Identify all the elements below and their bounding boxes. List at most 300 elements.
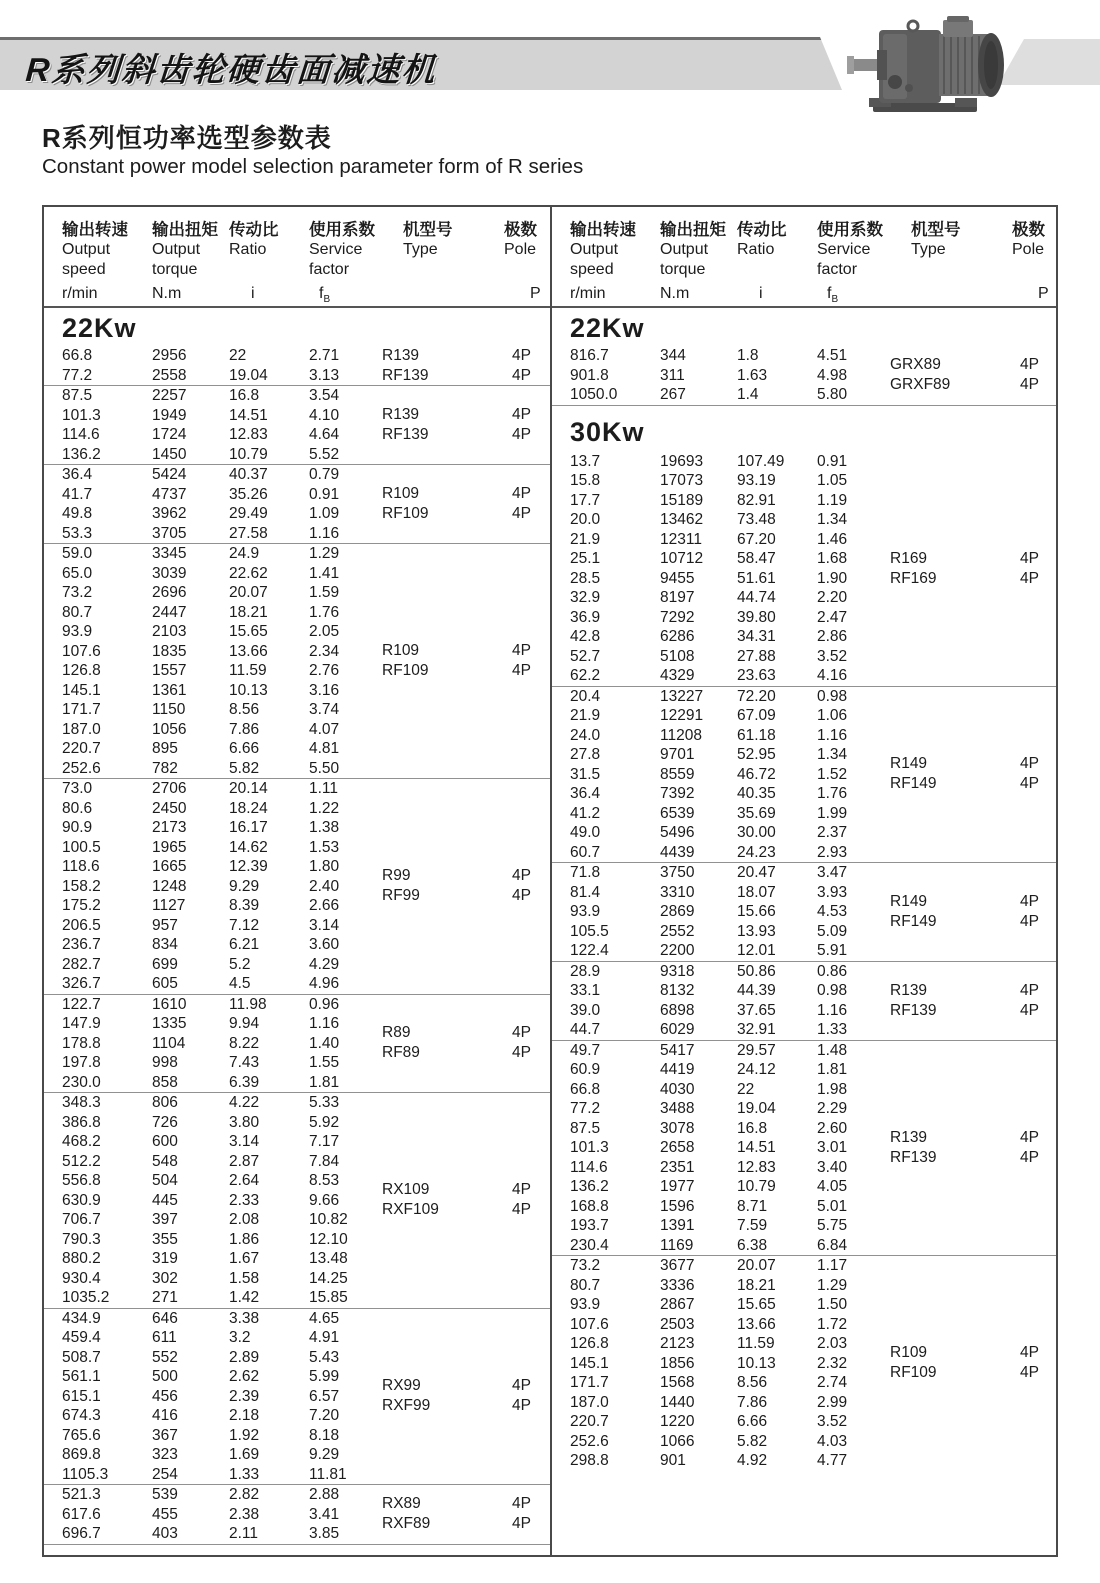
- type-line: R169: [890, 549, 928, 567]
- speed-cell: 49.7: [570, 1041, 601, 1059]
- table-row: [44, 1288, 550, 1308]
- torque-cell: 12291: [660, 707, 704, 724]
- torque-cell: 9701: [660, 746, 695, 763]
- speed-cell: 39.0: [570, 1001, 601, 1019]
- ratio-cell: 18.21: [737, 1276, 776, 1294]
- header-row: [44, 260, 550, 280]
- table-row: [44, 877, 550, 897]
- speed-cell: 220.7: [570, 1413, 609, 1430]
- ratio-cell: 4.22: [229, 1094, 260, 1111]
- column-header-type: [897, 260, 1012, 280]
- torque-cell: 302: [152, 1269, 178, 1287]
- pole-line: 4P: [512, 1377, 531, 1395]
- pole-label: [1020, 1343, 1039, 1383]
- torque-cell: 2123: [660, 1335, 695, 1352]
- ratio-cell: 12.83: [737, 1158, 776, 1176]
- table-row: [552, 902, 1056, 922]
- ratio-cell: 52.95: [737, 746, 776, 763]
- pole-line: 4P: [512, 1181, 531, 1199]
- speed-cell: 187.0: [570, 1393, 609, 1411]
- ratio-cell: 1.69: [229, 1446, 260, 1463]
- factor-cell: 2.76: [309, 662, 340, 679]
- factor-cell: 1.06: [817, 707, 848, 724]
- speed-cell: 101.3: [62, 406, 101, 424]
- speed-cell: 158.2: [62, 877, 101, 895]
- column-header-speed: speed: [570, 261, 614, 278]
- ratio-cell: 16.17: [229, 819, 268, 836]
- speed-cell: 187.0: [62, 720, 101, 738]
- table-row: [552, 1256, 1056, 1276]
- ratio-cell: 2.18: [229, 1407, 260, 1424]
- ratio-cell: 2.82: [229, 1486, 260, 1503]
- speed-cell: 468.2: [62, 1133, 101, 1150]
- pole-line: 4P: [1020, 755, 1039, 773]
- factor-cell: 1.29: [309, 545, 340, 562]
- type-line: R139: [890, 1128, 928, 1146]
- speed-cell: 521.3: [62, 1486, 101, 1503]
- ratio-cell: 10.79: [737, 1178, 776, 1195]
- factor-cell: 3.52: [817, 1413, 848, 1430]
- table-row: [44, 799, 550, 819]
- ratio-group: [44, 386, 550, 465]
- type-line: RX109: [382, 1181, 430, 1199]
- factor-cell: 4.10: [309, 406, 340, 424]
- torque-cell: 2200: [660, 942, 695, 959]
- torque-cell: 4737: [152, 485, 187, 503]
- type-label: [382, 1023, 420, 1063]
- type-line: R89: [382, 1024, 411, 1042]
- table-row: [552, 804, 1056, 824]
- pole-line: 4P: [1020, 549, 1039, 567]
- speed-cell: 25.1: [570, 550, 601, 567]
- ratio-cell: 9.94: [229, 1015, 260, 1032]
- speed-cell: 65.0: [62, 564, 93, 582]
- table-row: [552, 1119, 1056, 1139]
- speed-cell: 282.7: [62, 955, 101, 973]
- ratio-cell: 24.23: [737, 843, 776, 861]
- ratio-cell: 6.21: [229, 936, 260, 953]
- speed-cell: 136.2: [62, 445, 101, 463]
- pole-label: [512, 866, 531, 906]
- speed-cell: 869.8: [62, 1446, 101, 1463]
- factor-cell: 1.76: [817, 785, 848, 802]
- table-row: [44, 681, 550, 701]
- torque-cell: 456: [152, 1387, 178, 1405]
- pole-label: [1020, 355, 1039, 395]
- ratio-cell: 40.35: [737, 785, 776, 802]
- torque-cell: 1665: [152, 858, 187, 875]
- torque-cell: 1610: [152, 995, 187, 1013]
- torque-cell: 2503: [660, 1315, 695, 1333]
- torque-cell: 1557: [152, 662, 187, 679]
- ratio-cell: 6.38: [737, 1236, 768, 1254]
- table-row: [552, 510, 1056, 530]
- table-row: [44, 1524, 550, 1544]
- table-row: [44, 1093, 550, 1113]
- ratio-cell: 6.66: [229, 740, 260, 757]
- speed-cell: 93.9: [62, 623, 93, 640]
- column-header-ratio: [737, 260, 817, 280]
- speed-cell: 197.8: [62, 1054, 101, 1071]
- column-header-speed: 输出转速: [570, 221, 636, 239]
- table-row: [552, 569, 1056, 589]
- ratio-cell: 15.66: [737, 903, 776, 920]
- torque-cell: 726: [152, 1113, 178, 1131]
- table-row: [44, 346, 550, 366]
- pole-label: [512, 1376, 531, 1416]
- selection-parameter-table: [42, 205, 1058, 1557]
- header-row: [44, 240, 550, 260]
- ratio-cell: 2.08: [229, 1211, 260, 1228]
- speed-cell: 178.8: [62, 1034, 101, 1052]
- speed-cell: 66.8: [570, 1080, 601, 1098]
- speed-cell: 696.7: [62, 1525, 101, 1542]
- column-header-factor: $f_B$: [319, 285, 331, 306]
- pole-line: 4P: [512, 642, 531, 659]
- table-row: [552, 962, 1056, 982]
- table-row: [44, 1014, 550, 1034]
- speed-cell: 556.8: [62, 1172, 101, 1189]
- column-header-type: [389, 260, 504, 280]
- ratio-cell: 19.04: [737, 1100, 776, 1117]
- torque-cell: 1949: [152, 406, 187, 424]
- torque-cell: 323: [152, 1446, 178, 1463]
- table-row: [552, 1276, 1056, 1296]
- torque-cell: 367: [152, 1426, 178, 1444]
- torque-cell: 2867: [660, 1296, 695, 1313]
- table-row: [552, 549, 1056, 569]
- speed-cell: 15.8: [570, 472, 601, 489]
- speed-cell: 49.8: [62, 505, 93, 522]
- torque-cell: 5496: [660, 824, 695, 841]
- column-header-factor: $f_B$: [827, 285, 839, 306]
- ratio-cell: 15.65: [229, 623, 268, 640]
- column-header-speed: r/min: [570, 285, 606, 302]
- table-row: [552, 627, 1056, 647]
- type-line: GRXF89: [890, 376, 951, 394]
- ratio-cell: 16.8: [737, 1119, 768, 1137]
- torque-cell: 455: [152, 1505, 178, 1523]
- ratio-cell: 1.4: [737, 386, 759, 403]
- torque-cell: 2558: [152, 366, 187, 384]
- table-row: [552, 1041, 1056, 1061]
- type-line: RF109: [890, 1364, 937, 1382]
- table-row: [552, 863, 1056, 883]
- ratio-cell: 10.79: [229, 445, 268, 463]
- speed-cell: 107.6: [570, 1315, 609, 1333]
- speed-cell: 1050.0: [570, 386, 618, 403]
- speed-cell: 193.7: [570, 1217, 609, 1234]
- factor-cell: 1.11: [309, 780, 339, 797]
- ratio-cell: 16.8: [229, 387, 260, 404]
- ratio-cell: 12.01: [737, 942, 776, 959]
- type-line: RXF99: [382, 1397, 431, 1415]
- factor-cell: 0.96: [309, 995, 340, 1013]
- ratio-cell: 8.56: [737, 1374, 768, 1391]
- table-row: [552, 1138, 1056, 1158]
- table-row: [44, 1367, 550, 1387]
- torque-cell: 611: [152, 1329, 177, 1346]
- torque-cell: 397: [152, 1211, 178, 1228]
- torque-cell: 15189: [660, 491, 704, 509]
- table-row: [552, 1099, 1056, 1119]
- table-row: [552, 1451, 1056, 1471]
- table-row: [552, 883, 1056, 903]
- table-row: [44, 1132, 550, 1152]
- table-row: [44, 1113, 550, 1133]
- table-row: [44, 661, 550, 681]
- table-row: [44, 642, 550, 662]
- table-row: [552, 1020, 1056, 1040]
- column-header-type: [897, 284, 1012, 304]
- column-header-speed: Output: [62, 241, 111, 258]
- pole-label: [1020, 549, 1039, 589]
- type-label: [890, 1343, 937, 1383]
- torque-cell: 6029: [660, 1021, 695, 1038]
- type-line: R109: [382, 485, 420, 502]
- speed-cell: 66.8: [62, 347, 93, 364]
- ratio-cell: 13.66: [737, 1315, 776, 1333]
- ratio-cell: 39.80: [737, 608, 776, 626]
- table-row: [552, 823, 1056, 843]
- factor-cell: 5.99: [309, 1368, 340, 1385]
- factor-cell: 1.48: [817, 1041, 848, 1059]
- column-header-torque: torque: [660, 261, 706, 278]
- factor-cell: 3.14: [309, 916, 340, 934]
- pole-line: 4P: [1020, 981, 1039, 999]
- ratio-cell: 1.8: [737, 347, 759, 364]
- speed-cell: 31.5: [570, 765, 601, 783]
- type-label: [890, 981, 937, 1021]
- ratio-cell: 4.92: [737, 1452, 768, 1469]
- ratio-cell: 8.56: [229, 701, 260, 718]
- torque-cell: 2869: [660, 903, 695, 920]
- torque-cell: 4030: [660, 1080, 695, 1098]
- ratio-cell: 20.07: [737, 1257, 776, 1274]
- factor-cell: 6.57: [309, 1387, 340, 1405]
- pole-line: 4P: [512, 662, 531, 679]
- factor-cell: 0.91: [309, 485, 340, 503]
- column-headers: [552, 207, 1056, 308]
- ratio-group: [552, 962, 1056, 1041]
- speed-cell: 220.7: [62, 740, 101, 757]
- type-label: [890, 892, 937, 932]
- torque-cell: 1066: [660, 1432, 695, 1450]
- factor-cell: 2.66: [309, 897, 340, 914]
- factor-cell: 1.53: [309, 838, 340, 856]
- ratio-cell: 35.26: [229, 485, 268, 503]
- factor-cell: 1.81: [309, 1073, 340, 1091]
- factor-cell: 0.98: [817, 687, 848, 705]
- ratio-cell: 37.65: [737, 1001, 776, 1019]
- column-header-ratio: Ratio: [229, 241, 267, 258]
- factor-cell: 7.17: [309, 1133, 340, 1150]
- torque-cell: 271: [152, 1289, 178, 1306]
- ratio-group: [44, 544, 550, 779]
- table-row: [44, 857, 550, 877]
- ratio-cell: 10.13: [737, 1354, 776, 1372]
- ratio-cell: 18.07: [737, 883, 776, 901]
- ratio-cell: 2.64: [229, 1172, 260, 1189]
- torque-cell: 2257: [152, 387, 187, 404]
- table-row: [552, 1158, 1056, 1178]
- pole-label: [1020, 892, 1039, 932]
- type-line: RX99: [382, 1377, 421, 1395]
- factor-cell: 3.60: [309, 936, 340, 953]
- type-line: R99: [382, 867, 411, 885]
- torque-cell: 2552: [660, 922, 695, 940]
- factor-cell: 2.37: [817, 824, 848, 841]
- factor-cell: 1.16: [309, 1015, 340, 1032]
- table-row: [552, 647, 1056, 667]
- torque-cell: 1361: [152, 681, 187, 699]
- ratio-cell: 13.66: [229, 642, 268, 660]
- header-row: [552, 260, 1056, 280]
- speed-cell: 561.1: [62, 1368, 101, 1385]
- table-row: [44, 1426, 550, 1446]
- power-section: [44, 308, 550, 1545]
- ratio-cell: 22.62: [229, 564, 268, 582]
- factor-cell: 2.88: [309, 1486, 340, 1503]
- speed-cell: 100.5: [62, 838, 101, 856]
- power-section-heading: 30Kw: [570, 416, 645, 447]
- factor-cell: 2.40: [309, 877, 340, 895]
- table-row: [44, 1505, 550, 1525]
- speed-cell: 236.7: [62, 936, 101, 953]
- pole-label: [512, 1180, 531, 1220]
- ratio-cell: 15.65: [737, 1296, 776, 1313]
- factor-cell: 1.98: [817, 1080, 848, 1098]
- factor-cell: 1.29: [817, 1276, 848, 1294]
- factor-cell: 5.80: [817, 386, 848, 403]
- factor-cell: 13.48: [309, 1250, 348, 1267]
- torque-cell: 10712: [660, 550, 704, 567]
- column-header-pole: [1012, 260, 1082, 280]
- ratio-cell: 2.89: [229, 1348, 260, 1366]
- type-line: R149: [890, 755, 928, 773]
- type-line: R149: [890, 892, 928, 910]
- factor-cell: 11.81: [309, 1465, 347, 1483]
- column-header-type: 机型号: [403, 221, 453, 239]
- speed-cell: 41.2: [570, 804, 601, 822]
- table-row: [44, 1230, 550, 1250]
- torque-cell: 782: [152, 759, 178, 777]
- column-header-torque: 输出扭矩: [152, 221, 218, 239]
- ratio-cell: 2.62: [229, 1368, 260, 1385]
- torque-cell: 5417: [660, 1041, 695, 1059]
- pole-line: 4P: [1020, 1001, 1039, 1019]
- ratio-cell: 7.43: [229, 1054, 260, 1071]
- speed-cell: 512.2: [62, 1152, 101, 1170]
- speed-cell: 44.7: [570, 1021, 601, 1038]
- ratio-cell: 5.82: [229, 759, 260, 777]
- type-line: RXF89: [382, 1515, 431, 1533]
- factor-cell: 4.81: [309, 740, 340, 757]
- factor-cell: 1.40: [309, 1034, 340, 1052]
- ratio-cell: 24.9: [229, 545, 260, 562]
- table-row: [44, 779, 550, 799]
- ratio-cell: 8.22: [229, 1034, 260, 1052]
- column-header-factor: 使用系数: [817, 221, 883, 239]
- type-line: RF89: [382, 1044, 420, 1062]
- header-row: [552, 240, 1056, 260]
- ratio-cell: 3.14: [229, 1133, 260, 1150]
- column-header-torque: 输出扭矩: [660, 221, 726, 239]
- table-row: [552, 385, 1056, 405]
- ratio-group: [552, 687, 1056, 864]
- pole-line: 4P: [512, 426, 531, 443]
- ratio-cell: 18.24: [229, 799, 268, 817]
- ratio-cell: 2.39: [229, 1387, 260, 1405]
- torque-cell: 12311: [660, 530, 702, 548]
- speed-cell: 36.4: [570, 785, 601, 802]
- factor-cell: 2.20: [817, 589, 848, 606]
- ratio-cell: 12.83: [229, 426, 268, 443]
- factor-cell: 1.16: [817, 726, 848, 744]
- type-line: RF149: [890, 912, 937, 930]
- speed-cell: 765.6: [62, 1426, 101, 1444]
- factor-cell: 3.13: [309, 366, 340, 384]
- column-header-pole: P: [530, 285, 541, 302]
- factor-cell: 5.09: [817, 922, 848, 940]
- speed-cell: 171.7: [570, 1374, 609, 1391]
- torque-cell: 1835: [152, 642, 187, 660]
- column-header-torque: N.m: [152, 285, 182, 302]
- torque-cell: 646: [152, 1309, 178, 1327]
- table-row: [44, 1309, 550, 1329]
- pole-line: 4P: [512, 1515, 531, 1533]
- factor-cell: 3.93: [817, 883, 848, 901]
- table-row: [44, 1152, 550, 1172]
- ratio-cell: 6.39: [229, 1073, 260, 1091]
- table-row: [552, 1216, 1056, 1236]
- column-header-speed: Output: [570, 241, 619, 258]
- table-row: [552, 666, 1056, 686]
- column-header-speed: r/min: [62, 285, 98, 302]
- speed-cell: 1035.2: [62, 1289, 110, 1306]
- factor-cell: 4.16: [817, 667, 848, 684]
- type-label: [382, 346, 429, 386]
- factor-cell: 2.34: [309, 642, 340, 660]
- ratio-group: [44, 779, 550, 995]
- table-row: [44, 818, 550, 838]
- ratio-cell: 7.12: [229, 916, 260, 934]
- type-label: [890, 355, 950, 395]
- ratio-cell: 5.82: [737, 1432, 768, 1450]
- factor-cell: 5.52: [309, 445, 340, 463]
- speed-cell: 73.2: [570, 1257, 601, 1274]
- table-row: [552, 687, 1056, 707]
- ratio-cell: 22: [737, 1080, 755, 1098]
- pole-line: 4P: [1020, 1364, 1039, 1382]
- torque-cell: 3310: [660, 883, 695, 901]
- factor-cell: 0.86: [817, 962, 848, 980]
- section-title-zh: R系列恒功率选型参数表: [42, 123, 332, 153]
- ratio-group: [44, 995, 550, 1094]
- column-header-factor: factor: [817, 261, 858, 278]
- ratio-cell: 30.00: [737, 824, 776, 841]
- column-header-ratio: Ratio: [737, 241, 775, 258]
- factor-cell: 1.41: [309, 564, 340, 582]
- pole-line: 4P: [512, 485, 531, 502]
- pole-line: 4P: [1020, 376, 1039, 394]
- ratio-cell: 2.33: [229, 1191, 260, 1209]
- speed-cell: 230.0: [62, 1073, 101, 1091]
- table-row: [44, 583, 550, 603]
- table-row: [552, 784, 1056, 804]
- factor-cell: 1.76: [309, 603, 340, 621]
- speed-cell: 87.5: [62, 387, 93, 404]
